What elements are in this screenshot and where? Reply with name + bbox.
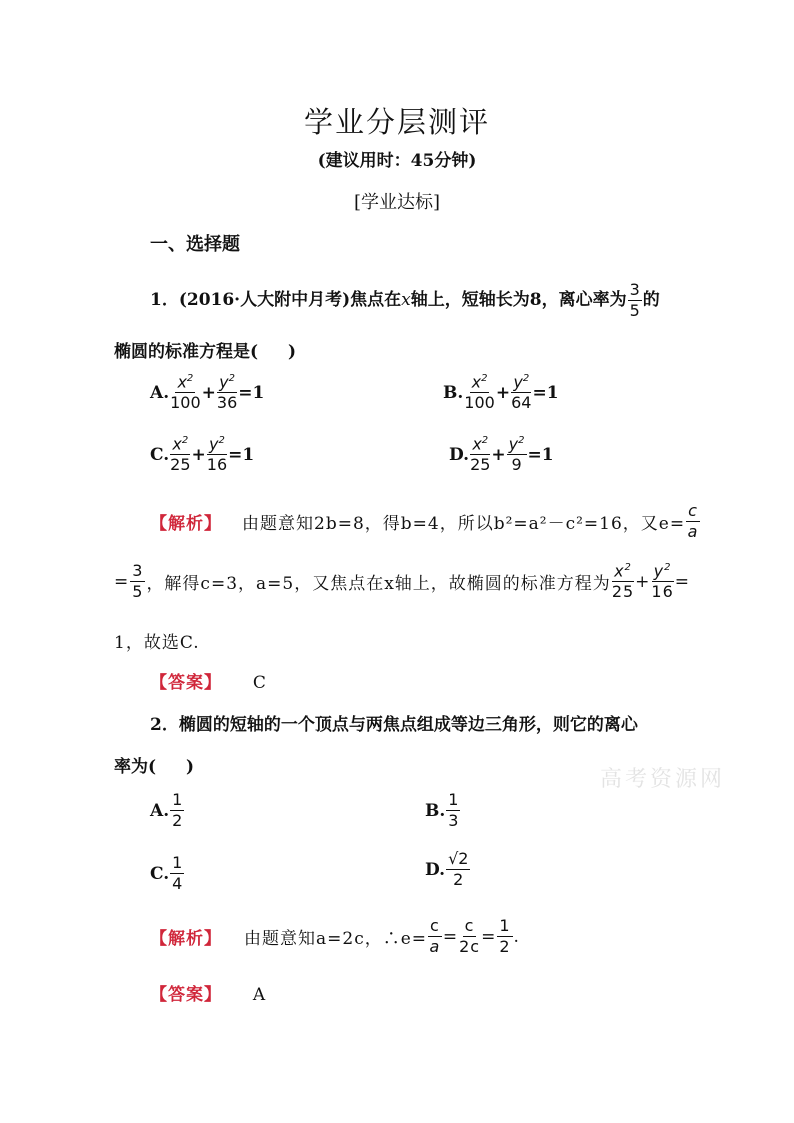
analysis-label: 【解析】	[150, 929, 222, 949]
answer-label: 【答案】	[150, 985, 222, 1005]
q2-answer: 【答案】 A	[150, 985, 267, 1005]
q2-option-b[interactable]: B. $\frac{1}{3}$	[425, 790, 459, 830]
analysis-label: 【解析】	[150, 514, 222, 534]
q1-analysis-line3: 1，故选C.	[114, 633, 200, 653]
q1-option-b[interactable]: B. $\frac{x^2}{100}$ + $\frac{y^2}{64}$ =1	[443, 372, 559, 413]
q2-analysis: 【解析】 由题意知a=2c，∴e= $\frac{c}{a}$ = $\frac{c}{2c}$ = $\frac{1}{2}$ .	[150, 916, 520, 956]
q2-option-c[interactable]: C. $\frac{1}{4}$	[150, 853, 183, 893]
q1-eccentricity-fraction: $\frac{3}{5}$	[629, 280, 640, 320]
q1-option-d[interactable]: D. $\frac{x^2}{25}$ + $\frac{y^2}{9}$ =1	[449, 434, 554, 475]
q1-stem-line1: 1．(2016·人大附中月考)焦点在x轴上，短轴长为8，离心率为 $\frac{3}{5}$ 的	[150, 280, 660, 320]
q2-stem-line1: 2．椭圆的短轴的一个顶点与两焦点组成等边三角形，则它的离心	[150, 715, 638, 735]
q1-option-c[interactable]: C. $\frac{x^2}{25}$ + $\frac{y^2}{16}$ =1	[150, 434, 255, 475]
watermark: 高考资源网	[600, 767, 726, 792]
page-title: 学业分层测评	[303, 105, 490, 139]
q1-analysis-line1: 【解析】 由题意知2b=8，得b=4，所以b²=a²－c²=16，又e= $\frac{c}{a}$	[150, 501, 699, 541]
section-tag: [学业达标]	[353, 192, 441, 213]
time-note: (建议用时：45分钟)	[317, 151, 477, 171]
q1-option-a[interactable]: A. $\frac{x^2}{100}$ + $\frac{y^2}{36}$ =1	[150, 372, 265, 413]
q2-option-a[interactable]: A. $\frac{1}{2}$	[150, 790, 183, 830]
answer-label: 【答案】	[150, 673, 222, 693]
q1-answer: 【答案】 C	[150, 673, 267, 693]
q2-option-d[interactable]: D. $\frac{√2}{2}$	[425, 849, 469, 889]
q2-stem-line2: 率为( )	[114, 757, 195, 777]
section-heading: 一、选择题	[150, 234, 240, 255]
q1-stem-line2: 椭圆的标准方程是( )	[114, 342, 297, 362]
q1-analysis-line2: = $\frac{3}{5}$ ，解得c=3，a=5，又焦点在x轴上，故椭圆的标准方程为 $\frac{x^2}{25}$ + $\frac{y^2}{16}$ =	[114, 561, 691, 602]
